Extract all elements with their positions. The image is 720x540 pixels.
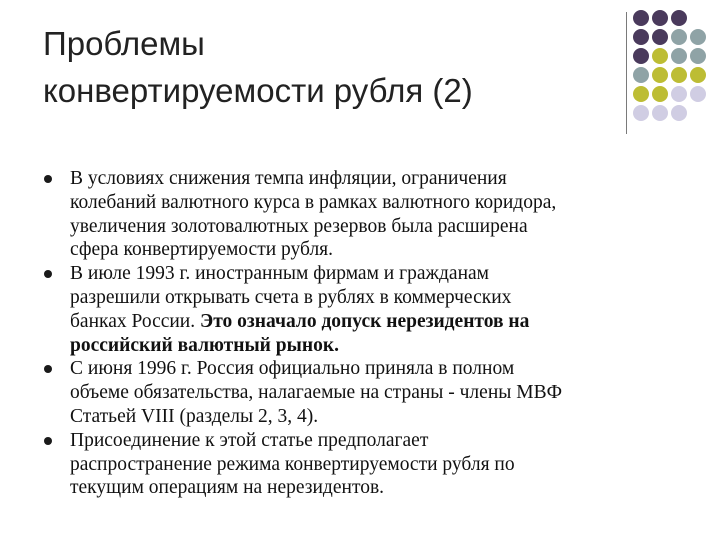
bullet-text-line: С июня 1996 г. Россия официально приняла в полном — [70, 358, 515, 380]
bullet-icon — [44, 175, 52, 183]
bullet-text-regular: банках России. — [70, 310, 200, 332]
decor-dot-purple — [633, 29, 649, 45]
decor-dot-teal — [671, 29, 687, 45]
list-item — [44, 167, 694, 262]
decor-dot-yellow — [652, 67, 668, 83]
decor-dot-purple — [633, 10, 649, 26]
bullet-text-line: разрешили открывать счета в рублях в коммерческих — [70, 286, 512, 308]
list-item — [44, 357, 694, 428]
bullet-text-line: Статьей VIII (разделы 2, 3, 4). — [70, 405, 319, 427]
bullet-text-emphasis: Это означало допуск нерезидентов на — [200, 310, 530, 332]
decor-dot-yellow — [690, 67, 706, 83]
decor-dot-purple — [633, 48, 649, 64]
decor-dot-purple — [652, 10, 668, 26]
decorative-dot-grid — [0, 0, 720, 150]
bullet-text-line: колебаний валютного курса в рамках валютного коридора, — [70, 191, 557, 213]
decor-dot-teal — [690, 29, 706, 45]
decor-dot-teal — [671, 48, 687, 64]
bullet-text-line: Присоединение к этой статье предполагает — [70, 429, 429, 451]
bullet-icon — [44, 270, 52, 278]
bullet-icon — [44, 365, 52, 373]
bullet-text-line: В июле 1993 г. иностранным фирмам и гражданам — [70, 263, 489, 285]
decor-dot-yellow — [633, 86, 649, 102]
decor-dot-yellow — [671, 67, 687, 83]
bullet-icon — [44, 437, 52, 445]
decor-dot-purple — [671, 10, 687, 26]
title-line-1: Проблемы — [43, 25, 205, 62]
bullet-text-line: текущим операциям на нерезидентов. — [70, 477, 385, 499]
bullet-text-line-mixed — [70, 310, 694, 334]
list-item — [44, 429, 694, 500]
decor-dot-lavender — [671, 86, 687, 102]
decor-dot-yellow — [652, 48, 668, 64]
bullet-text-line: сфера конвертируемости рубля. — [70, 239, 334, 261]
list-item — [44, 262, 694, 357]
decor-dot-lavender — [690, 86, 706, 102]
decor-dot-purple — [652, 29, 668, 45]
bullet-text-line: объеме обязательства, налагаемые на страны - члены МВФ — [70, 382, 562, 404]
bullet-text-line: распространение режима конвертируемости рубля по — [70, 453, 515, 475]
decor-dot-lavender — [633, 105, 649, 121]
bullet-list — [44, 167, 694, 500]
bullet-text-line: В условиях снижения темпа инфляции, ограничения — [70, 168, 507, 189]
decor-dot-lavender — [652, 105, 668, 121]
bullet-text-emphasis-line: российский валютный рынок. — [70, 334, 339, 356]
decor-dot-teal — [633, 67, 649, 83]
decor-dot-yellow — [652, 86, 668, 102]
bullet-text-line: увеличения золотовалютных резервов была расширена — [70, 215, 528, 237]
title-line-2: конвертируемости рубля (2) — [43, 72, 473, 109]
decor-dot-teal — [690, 48, 706, 64]
decor-dot-lavender — [671, 105, 687, 121]
